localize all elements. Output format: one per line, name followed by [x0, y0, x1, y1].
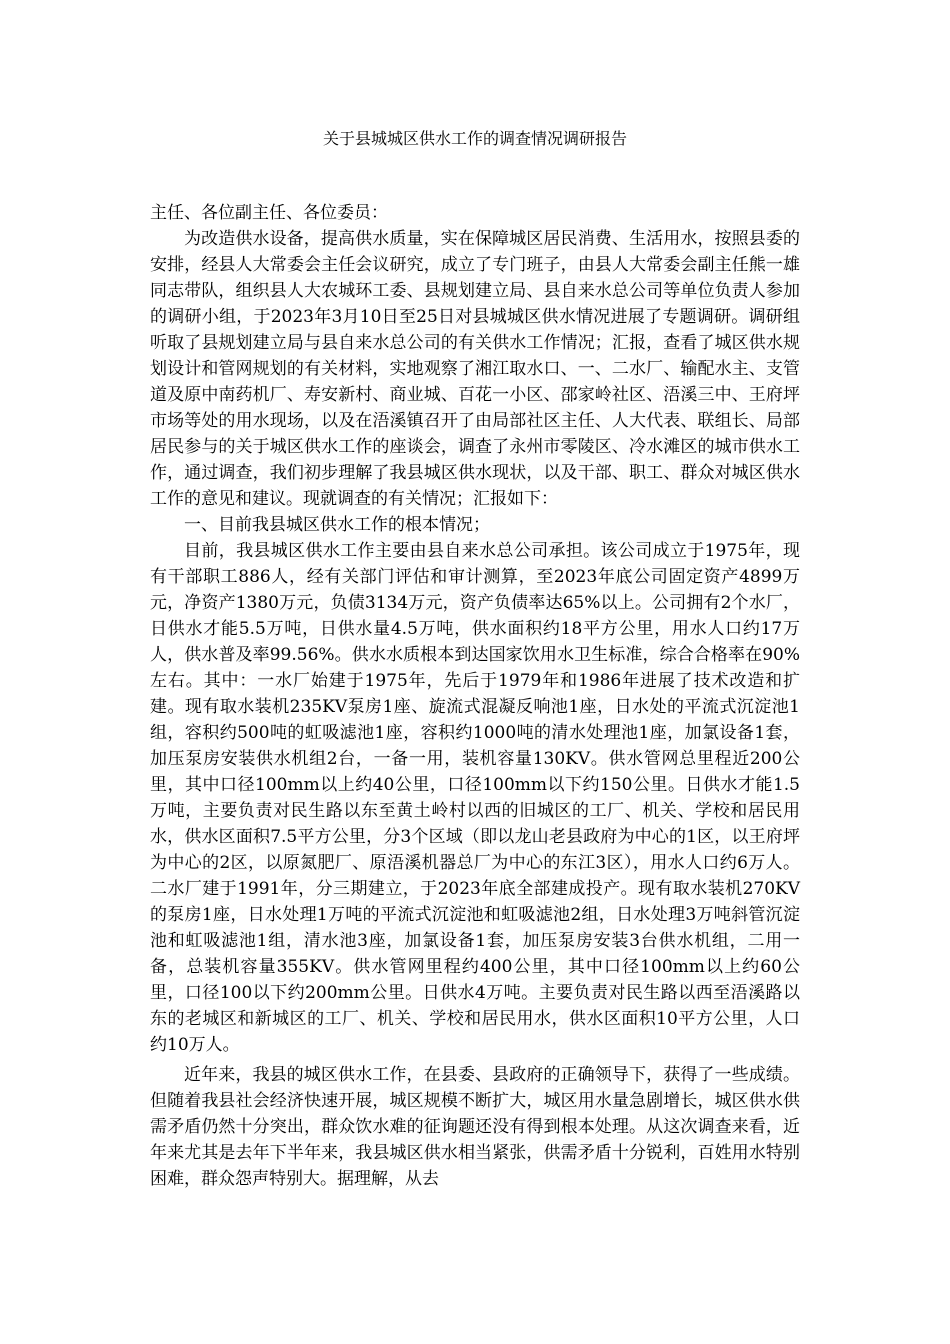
document-title: 关于县城城区供水工作的调查情况调研报告	[322, 129, 627, 148]
paragraph-basic-situation: 目前，我县城区供水工作主要由县自来水总公司承担。该公司成立于1975年，现有干部职工886人，经有关部门评估和审计测算，至2023年底公司固定资产4899万元，净资产1380万元，负债3134万元，资产负债率达65%以上。公司拥有2个水厂，日供水才能5.5万吨，日供水量4.5万吨，供水面积约18平方公里，用水人口约17万人，供水普及率99.56%。供水水质根本到达国家饮用水卫生标准，综合合格率在90%左右。其中：一水厂始建于1975年，先后于1979年和1986年进展了技术改造和扩建。现有取水装机235KV泵房1座、旋流式混凝反响池1座，日水处的平流式沉淀池1组，容积约500吨的虹吸滤池1座，容积约1000吨的清水处理池1座，加氯设备1套，加压泵房安装供水机组2台，一备一用，装机容量130KV。供水管网总里程近200公里，其中口径100mm以上约40公里，口径100mm以下约150公里。日供水才能1.5万吨，主要负责对民生路以东至黄土岭村以西的旧城区的工厂、机关、学校和居民用水，供水区面积7.5平方公里，分3个区域（即以龙山老县政府为中心的1区，以王府坪为中心的2区，以原氮肥厂、原浯溪机器总厂为中心的东江3区），用水人口约6万人。二水厂建于1991年，分三期建立，于2023年底全部建成投产。现有取水装机270KV的泵房1座，日水处理1万吨的平流式沉淀池和虹吸滤池2组，日水处理3万吨斜管沉淀池和虹吸滤池1组，清水池3座，加氯设备1套，加压泵房安装3台供水机组，二用一备，总装机容量355KV。供水管网里程约400公里，其中口径100mm以上约60公里，口径100以下约200mm公里。日供水4万吨。主要负责对民生路以西至浯溪路以东的老城区和新城区的工厂、机关、学校和居民用水，供水区面积10平方公里，人口约10万人。	[150, 541, 800, 1055]
paragraph-recent-years: 近年来，我县的城区供水工作，在县委、县政府的正确领导下，获得了一些成绩。但随着我县社会经济快速开展，城区规模不断扩大，城区用水量急剧增长，城区供水供需矛盾仍然十分突出，群众饮水难的征询题还没有得到根本处理。从这次调查来看，近年来尤其是去年下半年来，我县城区供水相当紧张，供需矛盾十分锐利，百姓用水特别困难，群众怨声特别大。据理解，从去	[150, 1065, 800, 1189]
section-heading-1: 一、目前我县城区供水工作的根本情况；	[184, 515, 490, 535]
document-body	[150, 200, 800, 1192]
paragraph-intro: 为改造供水设备，提高供水质量，实在保障城区居民消费、生活用水，按照县委的安排，经县人大常委会主任会议研究，成立了专门班子，由县人大常委会副主任熊一雄同志带队，组织县人大农城环工委、县规划建立局、县自来水总公司等单位负责人参加的调研小组，于2023年3月10日至25日对县城城区供水情况进展了专题调研。调研组听取了县规划建立局与县自来水总公司的有关供水工作情况；汇报，查看了城区供水规划设计和管网规划的有关材料，实地观察了湘江取水口、一、二水厂、输配水主、支管道及原中南药机厂、寿安新村、商业城、百花一小区、邵家岭社区、浯溪三中、王府坪市场等处的用水现场，以及在浯溪镇召开了由局部社区主任、人大代表、联组长、局部居民参与的关于城区供水工作的座谈会，调查了永州市零陵区、冷水滩区的城市供水工作，通过调查，我们初步理解了我县城区供水现状，以及干部、职工、群众对城区供水工作的意见和建议。现就调查的有关情况；汇报如下：	[150, 229, 800, 509]
salutation: 主任、各位副主任、各位委员：	[150, 203, 388, 223]
